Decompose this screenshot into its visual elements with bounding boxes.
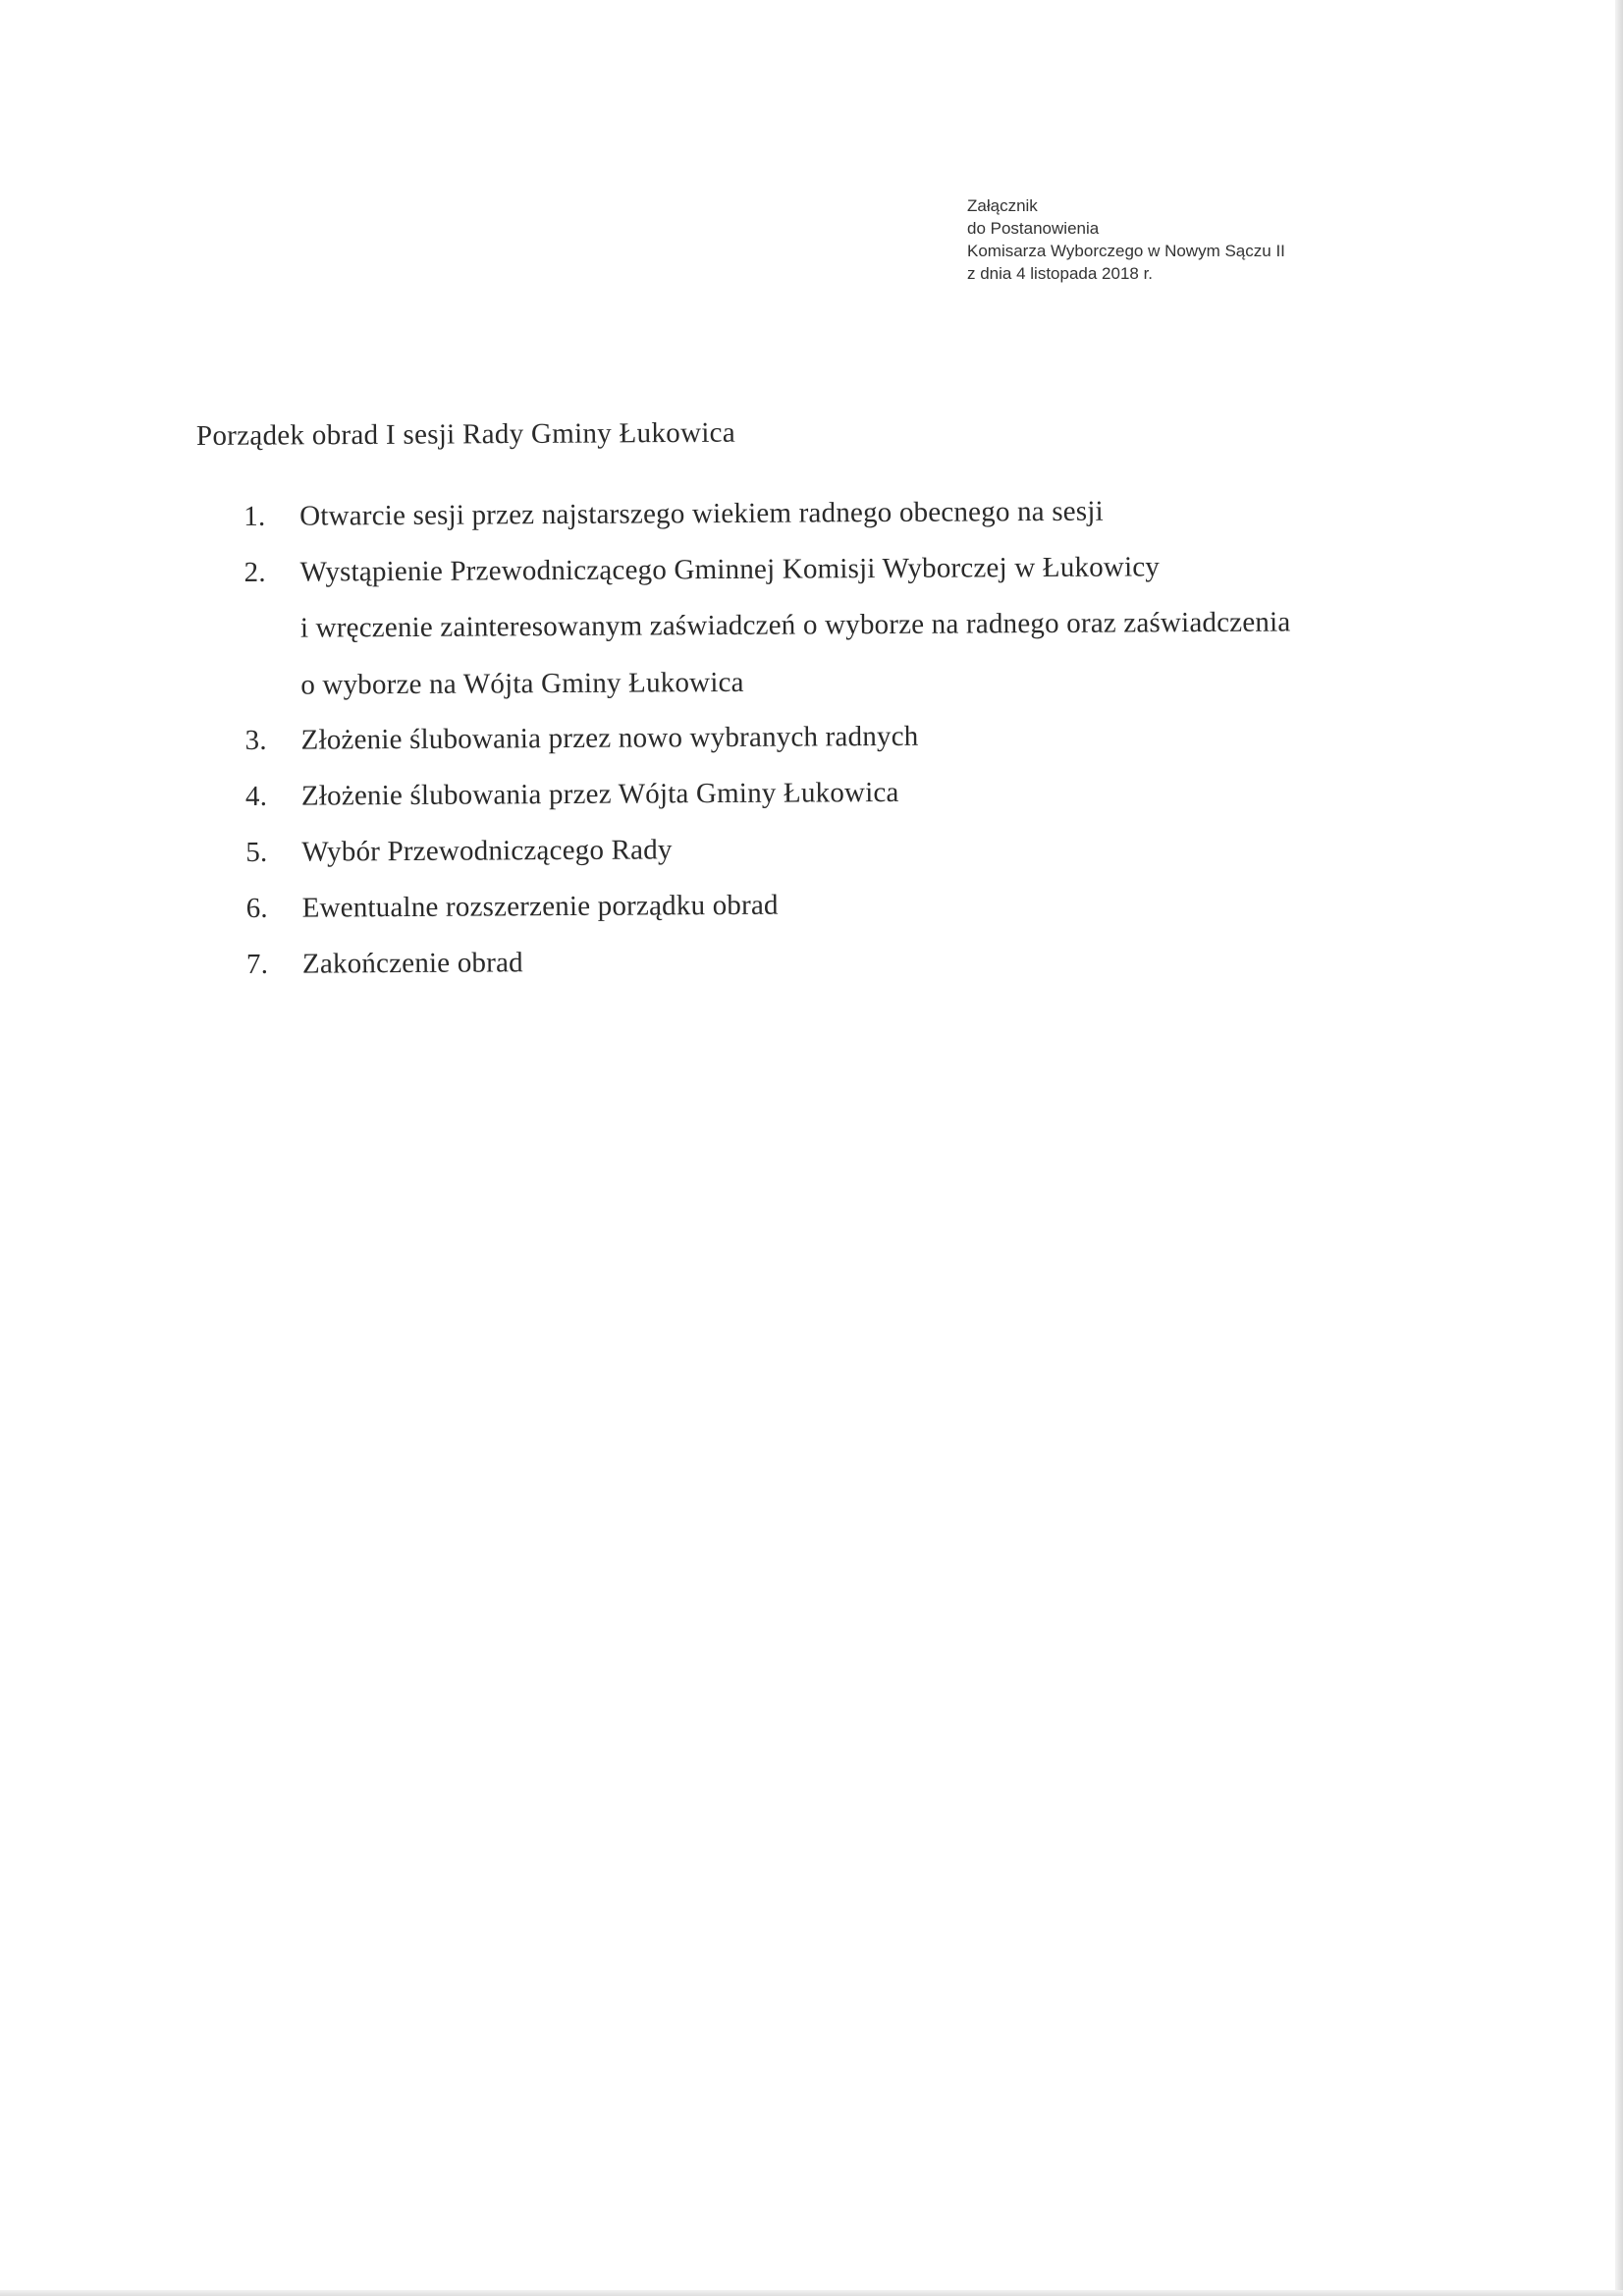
scan-edge-right	[1615, 0, 1623, 2296]
agenda-item-number: 5.	[245, 836, 268, 868]
agenda-item-text: Złożenie ślubowania przez Wójta Gminy Łukowica	[300, 776, 899, 812]
agenda-item-2	[243, 551, 1160, 589]
attachment-line-4: z dnia 4 listopada 2018 r.	[967, 264, 1154, 283]
agenda-item-2-continuation-1: i wręczenie zainteresowanym zaświadczeń o wyborze na radnego oraz zaświadczenia	[299, 606, 1291, 644]
agenda-item-text: Ewentualne rozszerzenie porządku obrad	[301, 889, 779, 924]
scan-edge-bottom	[0, 2290, 1623, 2296]
agenda-item-5	[245, 834, 672, 869]
attachment-line-3: Komisarza Wyborczego w Nowym Sączu II	[967, 242, 1285, 260]
agenda-item-text: Otwarcie sesji przez najstarszego wiekiem radnego obecnego na sesji	[299, 495, 1104, 532]
attachment-line-2: do Postanowienia	[967, 219, 1100, 238]
agenda-item-number: 4.	[244, 780, 268, 812]
agenda-item-2-continuation-2: o wyborze na Wójta Gminy Łukowica	[300, 666, 744, 701]
agenda-item-number: 1.	[243, 500, 266, 532]
agenda-item-4	[245, 777, 899, 813]
agenda-list	[241, 0, 1482, 2296]
attachment-line-1: Załącznik	[967, 196, 1038, 215]
agenda-item-text: Zakończenie obrad	[301, 947, 523, 980]
agenda-item-3	[245, 721, 919, 757]
document-title: Porządek obrad I sesji Rady Gminy Łukowica	[195, 416, 736, 452]
agenda-item-number: 6.	[245, 892, 268, 924]
agenda-item-7	[246, 947, 523, 981]
agenda-item-number: 7.	[245, 948, 269, 980]
agenda-item-number: 3.	[244, 724, 267, 756]
agenda-item-6	[246, 890, 779, 925]
agenda-item-1	[243, 496, 1104, 533]
agenda-item-text: Złożenie ślubowania przez nowo wybranych radnych	[300, 720, 919, 756]
agenda-item-number: 2.	[243, 556, 266, 588]
agenda-item-text: Wystąpienie Przewodniczącego Gminnej Komisji Wyborczej w Łukowicy	[299, 551, 1161, 588]
agenda-item-text: Wybór Przewodniczącego Rady	[301, 834, 673, 868]
